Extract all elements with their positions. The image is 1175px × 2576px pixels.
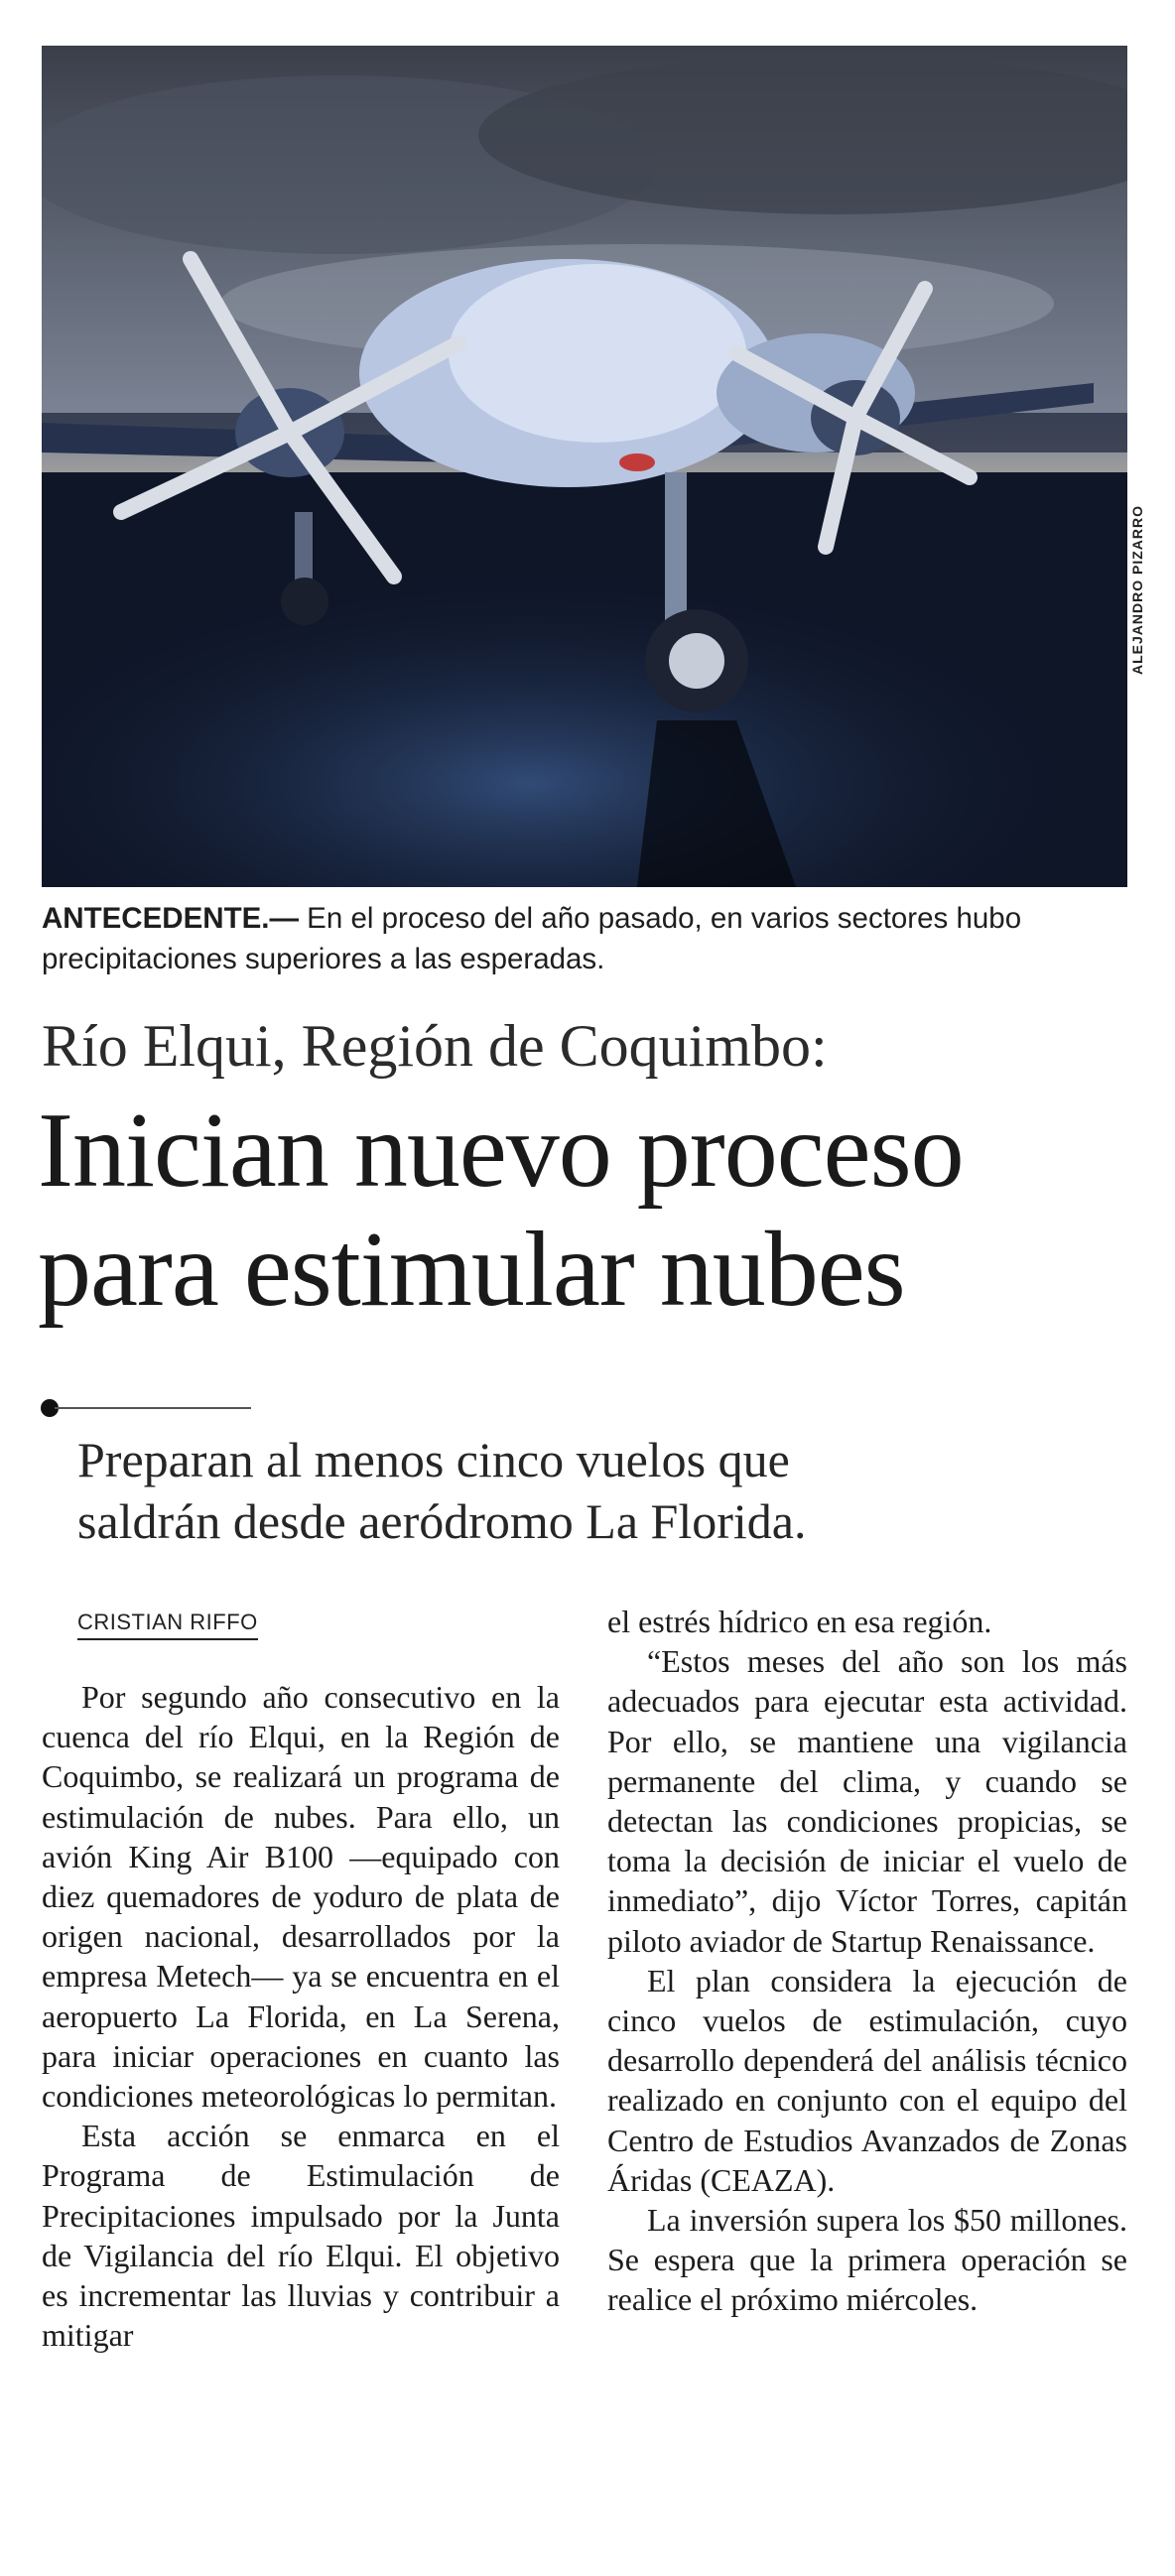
divider: [55, 1407, 251, 1409]
body-paragraph-continued: el estrés hídrico en esa región.: [607, 1604, 992, 1639]
byline: CRISTIAN RIFFO: [77, 1610, 258, 1640]
body-paragraph: Por segundo año consecutivo en la cuenca del río Elqui, en la Región de Coquimbo, se realizará un programa de estimulación de nubes. Para ello, un avión King Air B100 —equipado con diez quemadores de yoduro de plata de origen nacional, desarrollados por la empresa Metech— ya se encuentra en el aeropuerto La Florida, en La Serena, para iniciar operaciones en cuanto las condiciones meteorológicas lo permitan.: [42, 1679, 560, 2115]
headline-line-1: Inician nuevo proceso: [38, 1092, 964, 1210]
body-paragraph: El plan considera la ejecución de cinco vuelos de estimulación, cuyo desarrollo dependerá del análisis técnico realizado en conjunto con el equipo del Centro de Estudios Avanzados de Zonas Áridas (CEAZA).: [607, 1962, 1127, 2198]
body-paragraph: “Estos meses del año son los más adecuados para ejecutar esta actividad. Por ello, se mantiene una vigilancia permanente del clima, y cuando se detectan las condiciones propicias, se toma la decisión de iniciar el vuelo de inmediato”, dijo Víctor Torres, capitán piloto aviador de Startup Renaissance.: [607, 1643, 1127, 1959]
headline-line-2: para estimular nubes: [38, 1211, 905, 1329]
photo-caption: [42, 898, 1133, 979]
body-paragraph: Esta acción se enmarca en el Programa de Estimulación de Precipitaciones impulsado por la Junta de Vigilancia del río Elqui. El objetivo es incrementar las lluvias y contribuir a mitigar: [42, 2118, 560, 2354]
caption-label: ANTECEDENTE.—: [42, 902, 299, 935]
airplane-on-runway-icon: [42, 46, 1127, 887]
headline: [38, 1092, 964, 1330]
photo-credit: ALEJANDRO PIZARRO: [1129, 504, 1145, 675]
deck-line-2: saldrán desde aeródromo La Florida.: [77, 1493, 807, 1549]
body-column-2: [607, 1602, 1127, 2320]
deck-line-1: Preparan al menos cinco vuelos que: [77, 1432, 790, 1487]
body-paragraph: La inversión supera los $50 millones. Se espera que la primera operación se realice el próximo miércoles.: [607, 2202, 1127, 2318]
article-photo: [42, 46, 1127, 887]
caption-text: En el proceso del año pasado, en varios sectores hubo precipitaciones superiores a las esperadas.: [42, 902, 1022, 975]
kicker: Río Elqui, Región de Coquimbo:: [42, 1013, 828, 1079]
deck: [77, 1429, 806, 1552]
body-column-1: [42, 1677, 560, 2355]
